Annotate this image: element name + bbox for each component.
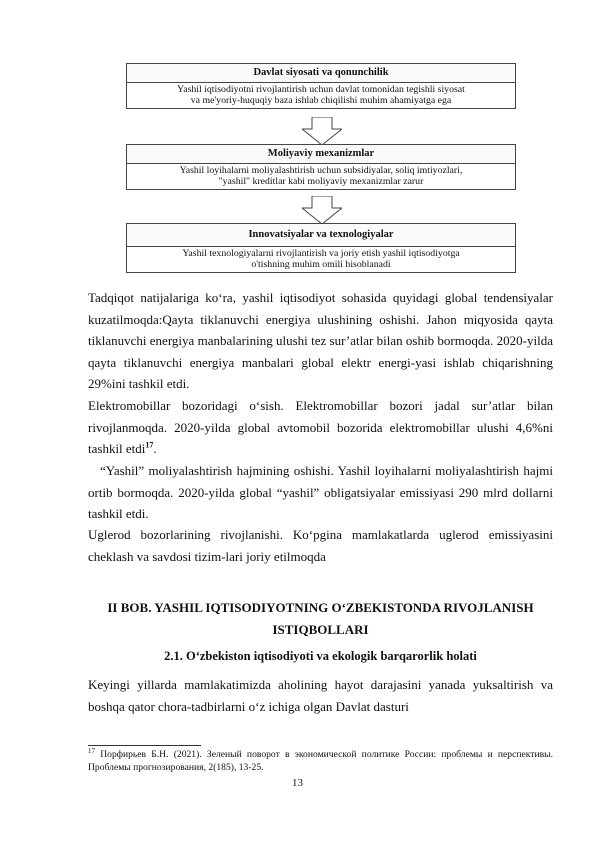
paragraph-text: Tadqiqot natijalariga ko‘ra, yashil iqtisodiyot sohasida quyidagi global tendensiyalar kuzatilmoqda:Qayta tiklanuvchi energiya ulushining oshishi. Jahon miqyosida qayta tiklanuvchi energiya manbalarining ulushi tez sur’atlar bilan oshib bormoqda. 2020-yilda qayta tiklanuvchi energiya manbalari global elektr energi-yasi ishlab chiqarishning 29%ini tashkil etdi. [88,290,553,391]
diagram-block-title: Moliyaviy mexanizmlar [127,145,515,164]
paragraph-electromobiles [88,395,553,460]
footnote-divider [88,745,201,746]
diagram-block-title: Davlat siyosati va qonunchilik [127,64,515,83]
section-title: 2.1. O‘zbekiston iqtisodiyoti va ekologik barqarorlik holati [164,649,477,663]
diagram-block-line: Yashil texnologiyalarni rivojlantirish va joriy etish yashil iqtisodiyotga [182,248,460,259]
page-number: 13 [292,777,303,789]
diagram-block-text [127,247,515,272]
diagram-block-innovation [126,223,516,273]
flow-diagram [126,63,516,276]
paragraph-text: “Yashil” moliyalashtirish hajmining oshishi. Yashil loyihalarni moliyalashtirish hajmi ortib bormoqda. 2020-yilda global “yashil” obligatsiyalar emissiyasi 290 mlrd dollarni tashkil etdi. [88,463,553,521]
diagram-block-text [127,164,515,189]
diagram-block-line: Yashil iqtisodiyotni rivojlantirish uchun davlat tomonidan tegishli siyosat [177,84,465,95]
diagram-block-line: "yashil" kreditlar kabi moliyaviy mexanizmlar zarur [218,175,424,187]
footnote [88,746,553,774]
footnote-ref: 17 [145,440,154,450]
paragraph-end: . [153,441,157,456]
chapter-title-line: II BOB. YASHIL IQTISODIYOTNING O‘ZBEKISTONDA RIVOJLANISH [107,600,534,615]
paragraph-text: Keyingi yillarda mamlakatimizda aholining hayot darajasini yanada yuksaltirish va boshqa qator chora-tadbirlarni o‘z ichiga olgan Davlat dasturi [88,677,553,714]
chapter-title [88,597,553,641]
down-arrow-icon [302,117,342,145]
diagram-block-text [127,83,515,108]
paragraph-carbon-markets [88,524,553,567]
paragraph-intro [88,674,553,717]
diagram-block-line: o'tishning muhim omili hisoblanadi [251,258,391,270]
footnote-text: Порфирьев Б.Н. (2021). Зеленый поворот в экономической политике России: проблемы и перспективы. Проблемы прогнозирования, 2(185), 13-25. [88,749,553,773]
paragraph-text: Uglerod bozorlarining rivojlanishi. Ko‘pgina mamlakatlarda uglerod emissiyasini cheklash va savdosi tizim-lari joriy etilmoqda [88,527,553,564]
paragraph-text: Elektromobillar bozoridagi o‘sish. Elektromobillar bozori jadal sur’atlar bilan rivojlanmoqda. 2020-yilda global avtomobil bozorida elektromobillar ulushi 4,6%ni tashkil etdi [88,398,553,456]
chapter-title-line: ISTIQBOLLARI [272,622,369,637]
footnote-number: 17 [88,746,95,755]
diagram-block-line: Yashil loyihalarni moliyalashtirish uchun subsidiyalar, soliq imtiyozlari, [179,165,463,176]
diagram-block-finance [126,144,516,190]
paragraph-green-finance [88,460,553,525]
diagram-block-policy [126,63,516,109]
down-arrow-icon [302,196,342,224]
diagram-block-line: va me'yoriy-huquqiy baza ishlab chiqilishi muhim ahamiyatga ega [190,94,452,106]
diagram-block-title: Innovatsiyalar va texnologiyalar [127,224,515,247]
paragraph-trends [88,287,553,395]
